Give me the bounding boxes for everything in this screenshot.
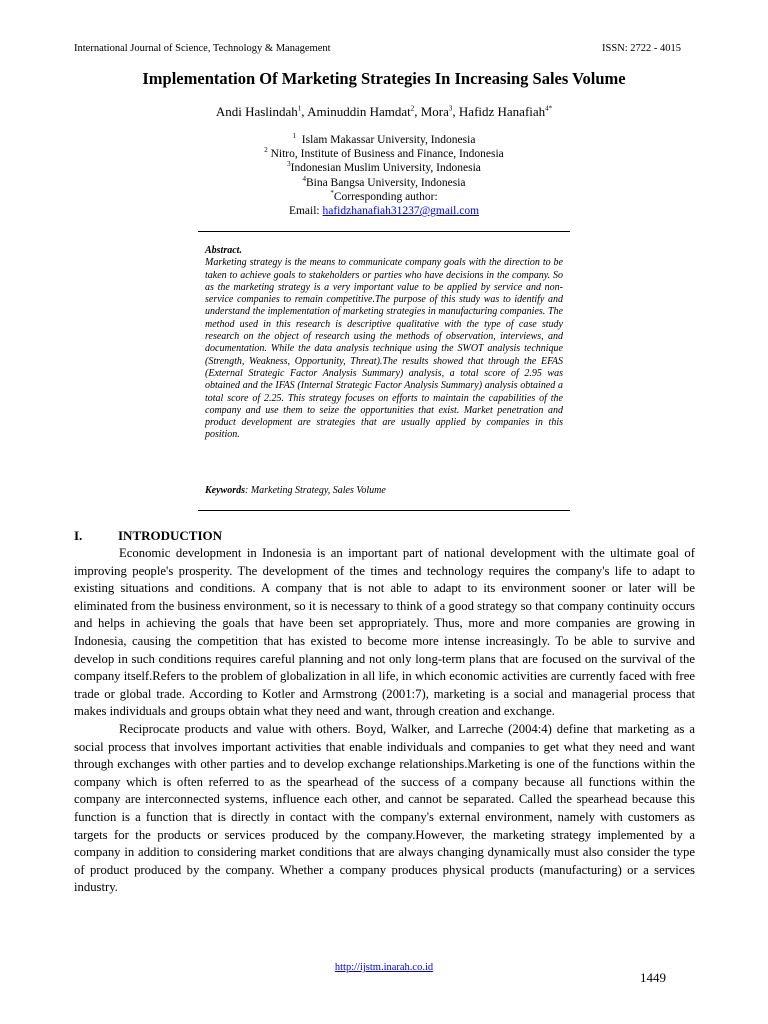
author-sup: 4* (545, 104, 553, 113)
abstract-block (205, 245, 563, 442)
paper-title: Implementation Of Marketing Strategies In Increasing Sales Volume (142, 69, 626, 88)
affiliation-sup: * (330, 188, 334, 197)
corresponding-author (0, 190, 768, 204)
keywords-text: : Marketing Strategy, Sales Volume (245, 485, 386, 496)
affiliation-text: Islam Makassar University, Indonesia (296, 134, 476, 146)
affiliation-sup: 2 (264, 146, 268, 155)
abstract-text: Marketing strategy is the means to communicate company goals with the direction to be taken to achieve goals to stakeholders or parties who have decisions in the company. So as the marketing strategy is a very important value to be applied by service and non-service companies to remain competitive.The purpose of this study was to identify and understand the implementation of marketing strategies in manufacturing companies. The method used in this research is descriptive qualitative with the type of case study research on the object of research using the methods of observation, interviews, and documentation. While the data analysis technique using the SWOT analysis technique (Strength, Weakness, Opportunity, Threat).The results showed that through the EFAS (External Strategic Factor Analysis Summary) analysis, a total score of 2.95 was obtained and the IFAS (Internal Strategic Factor Analysis Summary) analysis obtained a total score of 2.25. This strategy focuses on efforts to maintain the capabilities of the company and use them to seize the opportunities that exist. Market penetration and product development are strategies that are usually applied by companies in this position. (205, 257, 563, 441)
affiliation-line (0, 176, 768, 190)
affiliation-text: Indonesian Muslim University, Indonesia (290, 162, 481, 175)
journal-name: International Journal of Science, Technology & Management (74, 43, 331, 54)
affiliation-line (0, 147, 768, 161)
affiliation-text: Corresponding author: (333, 190, 438, 203)
footer-url-link[interactable]: http://ijstm.inarah.co.id (334, 962, 434, 973)
page-number: 1449 (640, 970, 666, 985)
author-separator: , (301, 104, 308, 119)
abstract-heading: Abstract. (205, 245, 242, 256)
affiliation-text: Nitro, Institute of Business and Finance, Indonesia (267, 148, 504, 161)
abstract-top-rule (198, 231, 570, 232)
affiliation-sup: 3 (287, 160, 291, 169)
affiliation-line (0, 133, 768, 147)
affiliation-line (0, 161, 768, 175)
section-number: I. (74, 528, 83, 543)
body-text (74, 545, 695, 897)
author-name: Andi Haslindah (215, 104, 298, 119)
affiliation-sup: 4 (302, 174, 306, 183)
author-list (0, 104, 768, 120)
author-name: Mora (420, 104, 449, 119)
section-heading: INTRODUCTION (118, 528, 223, 543)
keywords-label: Keywords (205, 485, 245, 496)
email-line (0, 204, 768, 218)
email-link[interactable]: hafidzhanafiah31237@gmail.com (322, 205, 480, 218)
paragraph: Economic development in Indonesia is an important part of national development with the ultimate goal of improving people's prosperity. The development of the times and technology requires the company's life to adapt to existing situations and conditions. A company that is not able to adapt to its environment sooner or later will be eliminated from the business environment, so it is necessary to think of a good strategy so that company continuity occurs and helps in achieving the goals that have been set appropriately. Thus, more and more companies are growing in Indonesia, causing the competition that has existed to become more intense increasingly. To be able to survive and develop in such conditions requires careful planning and not only long-term plans that are focused on the survival of the company itself.Refers to the problem of globalization in all life, in which economic activities are currently faced with free trade or global trade. According to Kotler and Armstrong (2001:7), marketing is a social and managerial process that makes individuals and groups obtain what they need and want, through creation and exchange. (74, 546, 695, 719)
author-separator: , (414, 104, 421, 119)
affiliation-text: Bina Bangsa University, Indonesia (305, 176, 466, 189)
author-separator: , (452, 104, 459, 119)
paragraph: Reciprocate products and value with others. Boyd, Walker, and Larreche (2004:4) define that marketing as a social process that involves important activities that enable individuals and companies to get what they need and want through exchanges with other parties and to develop exchange relationships.Marketing is one of the functions within the company which is often referred to as the spearhead of the success of a company because all functions within the company are interconnected systems, influence each other, and cannot be separated. Called the spearhead because this function is a function that is directly in contact with the company's external environment, namely with customers as targets for the products or services produced by the company.However, the marketing strategy implemented by a company in addition to considering market conditions that are always changing dynamically must also consider the type of product produced by the company. Whether a company produces physical products (manufacturing) or a services industry. (74, 721, 695, 895)
affiliation-sup: 1 (292, 132, 297, 141)
author-sup: 2 (410, 104, 415, 113)
email-label: Email: (288, 205, 323, 218)
author-sup: 3 (448, 104, 453, 113)
affiliations (0, 133, 768, 218)
author-name: Aminuddin Hamdat (307, 104, 411, 119)
author-name: Hafidz Hanafiah (458, 104, 546, 119)
issn: ISSN: 2722 - 4015 (602, 43, 682, 54)
abstract-bottom-rule (198, 510, 570, 511)
keywords (205, 485, 386, 496)
author-sup: 1 (297, 104, 302, 113)
